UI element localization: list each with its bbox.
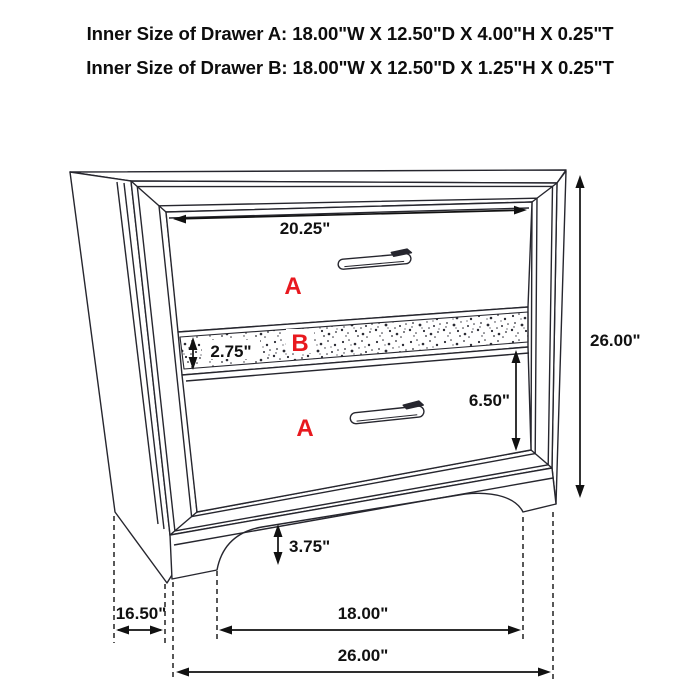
- dim-between-feet-value: 18.00": [337, 604, 389, 623]
- dim-overall-width-value: 26.00": [337, 646, 389, 665]
- dim-top-inner-width-value: 20.25": [279, 219, 331, 238]
- dim-side-depth-value: 16.50": [115, 604, 167, 623]
- dim-overall-height: [575, 175, 640, 498]
- dim-side-depth: [116, 604, 167, 635]
- dim-bottom-opening-height-value: 6.50": [468, 391, 510, 410]
- bottom-drawer-label: A: [296, 415, 314, 442]
- top-drawer-label: A: [284, 273, 302, 300]
- dim-base-foot-height-value: 3.75": [289, 537, 331, 556]
- drawer-b-inner-size-text: Inner Size of Drawer B: 18.00"W X 12.50"D X 1.25"H X 0.25"T: [86, 57, 614, 78]
- dim-between-feet: [219, 604, 521, 635]
- dim-overall-height-value: 26.00": [590, 331, 641, 350]
- drawer-a-inner-size-text: Inner Size of Drawer A: 18.00"W X 12.50"D X 4.00"H X 0.25"T: [86, 23, 614, 44]
- dim-overall-width: [176, 646, 551, 677]
- band-label: B: [291, 330, 309, 357]
- dim-base-foot-height: [274, 524, 331, 565]
- dim-band-height-value: 2.75": [210, 342, 252, 361]
